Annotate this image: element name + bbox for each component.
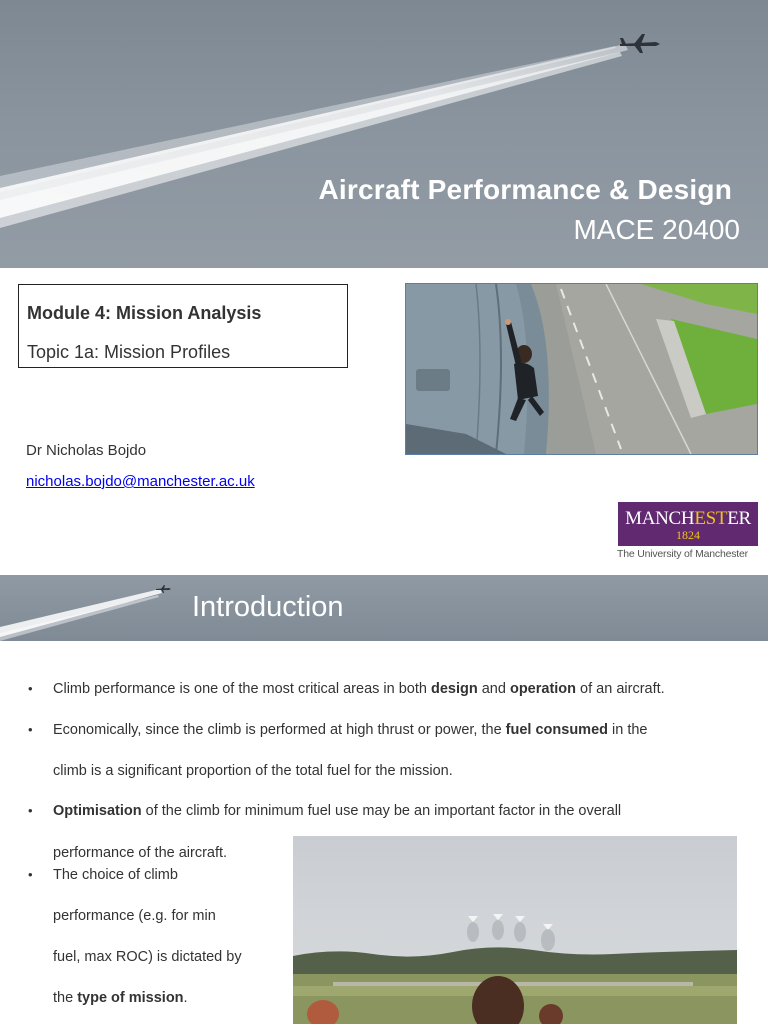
slide-banner	[0, 575, 768, 641]
logo-year: 1824	[676, 528, 700, 542]
stunt-photo	[405, 283, 758, 455]
hero-contrail-image	[0, 0, 768, 268]
bullet-text-2-line-2: climb is a significant proportion of the total fuel for the mission.	[53, 763, 453, 779]
bullet-text-1: Climb performance is one of the most critical areas in both design and operation of an aircraft.	[53, 681, 665, 697]
author-email-link[interactable]: nicholas.bojdo@manchester.ac.uk	[26, 473, 255, 490]
university-name: The University of Manchester	[617, 548, 748, 560]
bullet-text-4-line-4: the type of mission.	[53, 990, 188, 1006]
module-title: Module 4: Mission Analysis	[27, 303, 262, 323]
bullet-text-3-line-2: performance of the aircraft.	[53, 845, 228, 861]
bullet-text-4-line-1: The choice of climb	[53, 867, 178, 883]
bullet-text-3-line-1: Optimisation of the climb for minimum fuel use may be an important factor in the overall	[53, 803, 622, 819]
module-box	[18, 284, 348, 368]
university-logo	[618, 502, 758, 546]
bullet-marker: •	[28, 722, 33, 737]
bullet-text-2-line-1: Economically, since the climb is performed at high thrust or power, the fuel consumed in the	[53, 722, 648, 738]
bullet-text-4-line-2: performance (e.g. for min	[53, 908, 216, 924]
bullet-marker: •	[28, 867, 33, 882]
introduction-slide	[0, 575, 768, 1024]
course-title: Aircraft Performance & Design	[318, 174, 732, 205]
airshow-photo	[293, 836, 737, 1024]
topic-title: Topic 1a: Mission Profiles	[27, 342, 231, 362]
slide-title: Introduction	[192, 591, 344, 623]
author-name: Dr Nicholas Bojdo	[26, 442, 147, 459]
course-code: MACE 20400	[573, 214, 740, 245]
bullet-marker: •	[28, 803, 33, 818]
logo-wordmark: MANCHESTER	[625, 508, 751, 529]
bullet-text-4-line-3: fuel, max ROC) is dictated by	[53, 949, 242, 965]
bullet-marker: •	[28, 681, 33, 696]
banner-contrail-illustration	[0, 575, 768, 641]
